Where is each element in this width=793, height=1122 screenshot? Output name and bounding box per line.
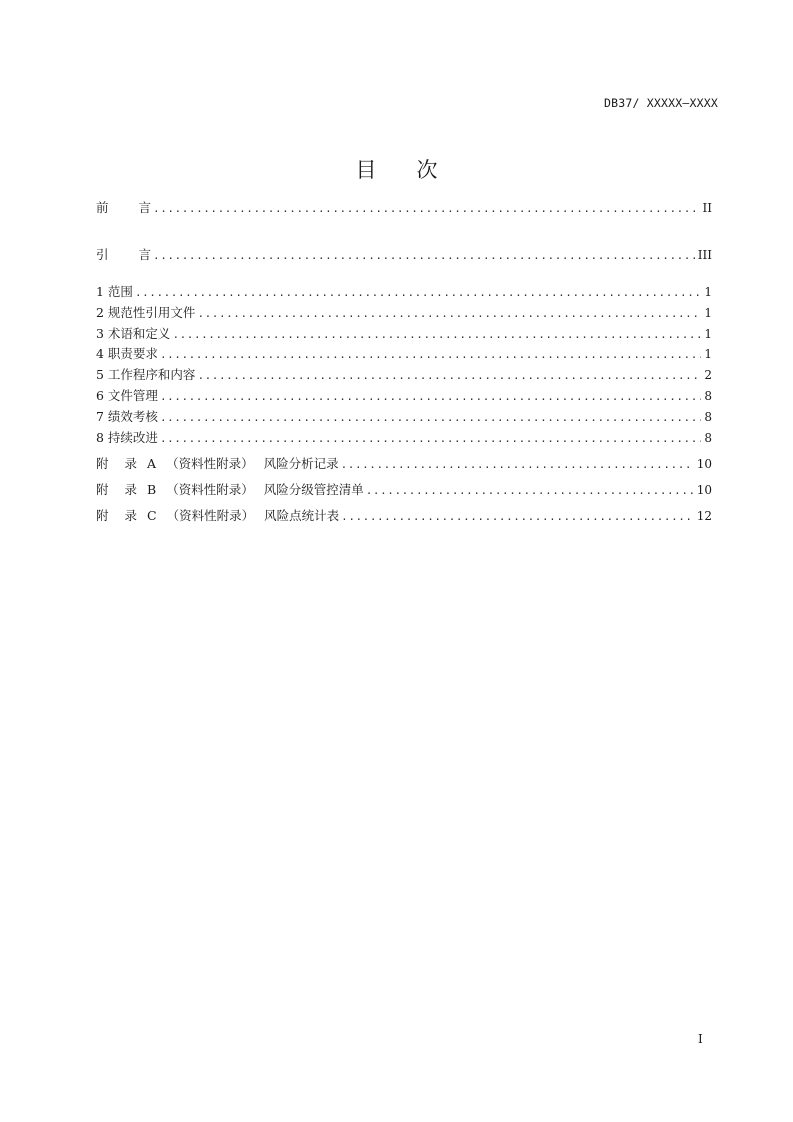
toc-label: 2 规范性引用文件 bbox=[96, 305, 196, 320]
toc-entry-section[interactable] bbox=[96, 282, 712, 300]
toc-label: 6 文件管理 bbox=[96, 388, 158, 403]
toc-page-number: 1 bbox=[704, 347, 712, 361]
document-code: DB37/ XXXXX—XXXX bbox=[604, 96, 718, 110]
toc-page-number: 1 bbox=[704, 327, 712, 341]
dot-leader bbox=[197, 307, 701, 320]
dot-leader bbox=[172, 328, 701, 341]
toc-entry-introduction[interactable] bbox=[96, 245, 712, 263]
dot-leader bbox=[341, 458, 694, 471]
dot-leader bbox=[160, 390, 701, 403]
dot-leader bbox=[197, 369, 701, 382]
toc-entry-section[interactable] bbox=[96, 344, 712, 362]
toc-page-number: 2 bbox=[704, 368, 712, 382]
dot-leader bbox=[160, 348, 701, 361]
page-number-footer: I bbox=[698, 1032, 703, 1046]
toc-label: 5 工作程序和内容 bbox=[96, 367, 196, 382]
dot-leader bbox=[135, 286, 701, 299]
dot-leader bbox=[153, 202, 699, 215]
toc-label: 4 职责要求 bbox=[96, 346, 158, 361]
toc-page-number: 1 bbox=[704, 306, 712, 320]
toc-entry-appendix-a[interactable] bbox=[96, 454, 712, 472]
dot-leader bbox=[341, 510, 694, 523]
toc-label: 附 录 B （资料性附录） 风险分级管控清单 bbox=[96, 482, 364, 497]
toc-page-number: 8 bbox=[704, 410, 712, 424]
toc-entry-section[interactable] bbox=[96, 324, 712, 342]
toc-entry-foreword[interactable] bbox=[96, 198, 712, 216]
toc-page-number: 1 bbox=[704, 285, 712, 299]
toc-entry-section[interactable] bbox=[96, 407, 712, 425]
toc-label: 附 录 C （资料性附录） 风险点统计表 bbox=[96, 508, 340, 523]
toc-entry-section[interactable] bbox=[96, 303, 712, 321]
toc-entry-appendix-c[interactable] bbox=[96, 506, 712, 524]
toc-page-number: II bbox=[702, 201, 712, 215]
toc-label: 附 录 A （资料性附录） 风险分析记录 bbox=[96, 456, 339, 471]
toc-page-number: III bbox=[697, 248, 712, 262]
toc-entry-appendix-b[interactable] bbox=[96, 480, 712, 498]
toc-label: 8 持续改进 bbox=[96, 430, 158, 445]
dot-leader bbox=[153, 249, 695, 262]
toc-entry-section[interactable] bbox=[96, 386, 712, 404]
toc-entry-section[interactable] bbox=[96, 365, 712, 383]
toc-label: 前 言 bbox=[96, 200, 152, 215]
toc-page-number: 10 bbox=[696, 483, 712, 497]
dot-leader bbox=[366, 484, 694, 497]
title-char-1: 目 bbox=[355, 158, 377, 182]
toc-page-number: 12 bbox=[696, 509, 712, 523]
toc-label: 1 范围 bbox=[96, 284, 133, 299]
toc-label: 引 言 bbox=[96, 247, 152, 262]
toc-label: 7 绩效考核 bbox=[96, 409, 158, 424]
title-char-2: 次 bbox=[416, 158, 438, 182]
dot-leader bbox=[160, 411, 701, 424]
toc-label: 3 术语和定义 bbox=[96, 326, 171, 341]
page-title bbox=[0, 154, 793, 184]
dot-leader bbox=[160, 432, 701, 445]
toc-entry-section[interactable] bbox=[96, 428, 712, 446]
toc-page-number: 10 bbox=[696, 457, 712, 471]
toc-page-number: 8 bbox=[704, 431, 712, 445]
toc-page-number: 8 bbox=[704, 389, 712, 403]
